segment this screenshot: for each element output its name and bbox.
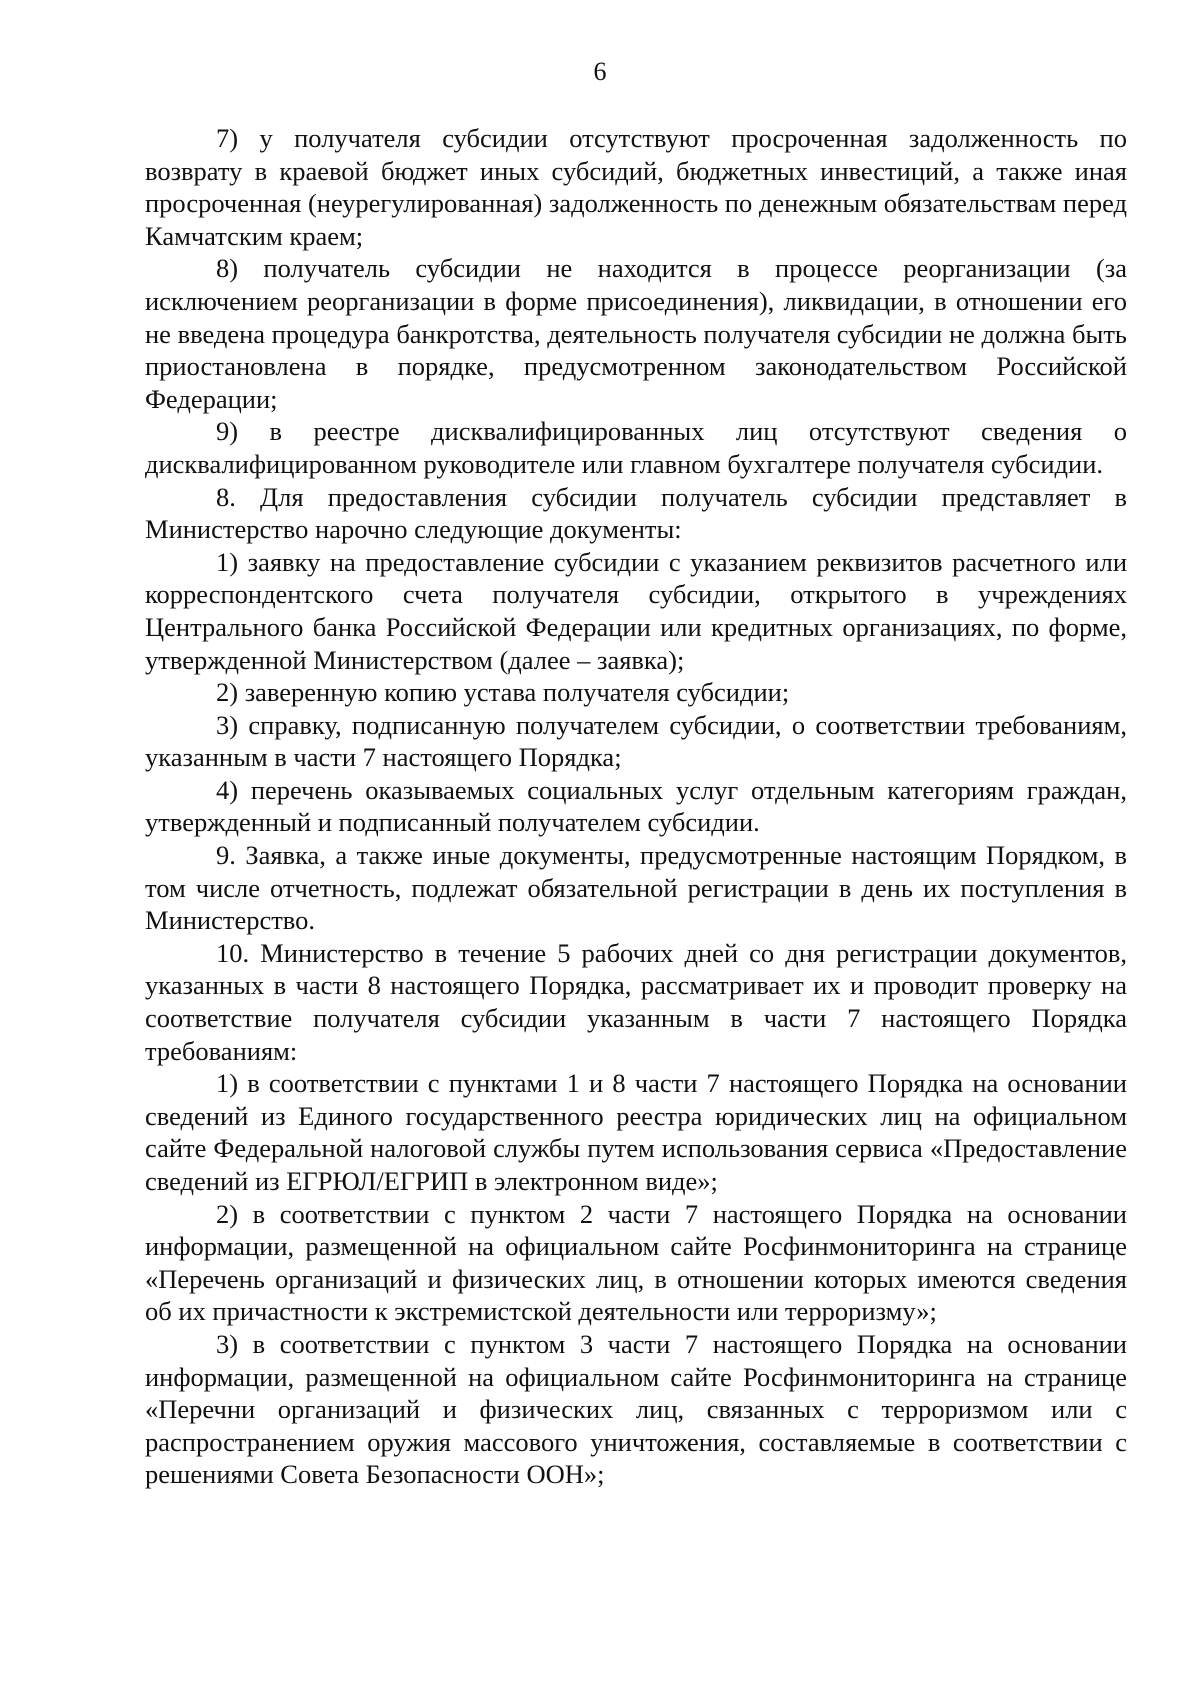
paragraph-section-8-item-2: 2) заверенную копию устава получателя субсидии; — [216, 677, 790, 708]
paragraph-item-7: 7) у получателя субсидии отсутствуют просроченная задолженность по возврату в краевой бюджет иных субсидий, бюджетных инвестиций, а также иная просроченная (неурегулированная) задолженность по денежным обязательствам перед Камчатским краем; — [145, 123, 1127, 251]
paragraph-section-9: 9. Заявка, а также иные документы, предусмотренные настоящим Порядком, в том числе отчетность, подлежат обязательной регистрации в день их поступления в Министерство. — [145, 840, 1127, 936]
paragraph-section-10-item-1: 1) в соответствии с пунктами 1 и 8 части 7 настоящего Порядка на основании сведений из Единого государственного реестра юридических лиц на официальном сайте Федеральной налоговой службы путем использования сервиса «Предоставление сведений из ЕГРЮЛ/ЕГРИП в электронном виде»; — [145, 1068, 1127, 1196]
paragraph-item-9: 9) в реестре дисквалифицированных лиц отсутствуют сведения о дисквалифицированном руководителе или главном бухгалтере получателя субсидии. — [145, 416, 1127, 479]
paragraph-section-8: 8. Для предоставления субсидии получатель субсидии представляет в Министерство нарочно следующие документы: — [145, 481, 1127, 545]
paragraph-section-10-item-3: 3) в соответствии с пунктом 3 части 7 настоящего Порядка на основании информации, размещенной на официальном сайте Росфинмониторинга на странице «Перечни организаций и физических лиц, связанных с терроризмом или с распространением оружия массового уничтожения, составляемые в соответствии с решениями Совета Безопасности ООН»; — [145, 1328, 1127, 1490]
paragraph-section-10-item-2: 2) в соответствии с пунктом 2 части 7 настоящего Порядка на основании информации, размещенной на официальном сайте Росфинмониторинга на странице «Перечень организаций и физических лиц, в отношении которых имеются сведения об их причастности к экстремистской деятельности или терроризму»; — [145, 1198, 1127, 1327]
paragraph-section-10: 10. Министерство в течение 5 рабочих дней со дня регистрации документов, указанных в части 8 настоящего Порядка, рассматривает их и проводит проверку на соответствие получателя субсидии указанным в части 7 настоящего Порядка требованиям: — [145, 937, 1127, 1066]
paragraph-item-8: 8) получатель субсидии не находится в процессе реорганизации (за исключением реорганизации в форме присоединения), ликвидации, в отношении его не введена процедура банкротства, деятельность получателя субсидии не должна быть приостановлена в порядке, предусмотренном законодательством Российской Федерации; — [145, 253, 1127, 414]
page-number: 6 — [593, 57, 607, 86]
paragraph-section-8-item-3: 3) справку, подписанную получателем субсидии, о соответствии требованиям, указанным в части 7 настоящего Порядка; — [145, 709, 1127, 773]
paragraph-section-8-item-4: 4) перечень оказываемых социальных услуг отдельным категориям граждан, утвержденный и подписанный получателем субсидии. — [145, 774, 1127, 838]
paragraph-section-8-item-1: 1) заявку на предоставление субсидии с указанием реквизитов расчетного или корреспондентского счета получателя субсидии, открытого в учреждениях Центрального банка Российской Федерации или кредитных организациях, по форме, утвержденной Министерством (далее – заявка); — [145, 546, 1127, 675]
document-body — [145, 122, 1127, 1491]
